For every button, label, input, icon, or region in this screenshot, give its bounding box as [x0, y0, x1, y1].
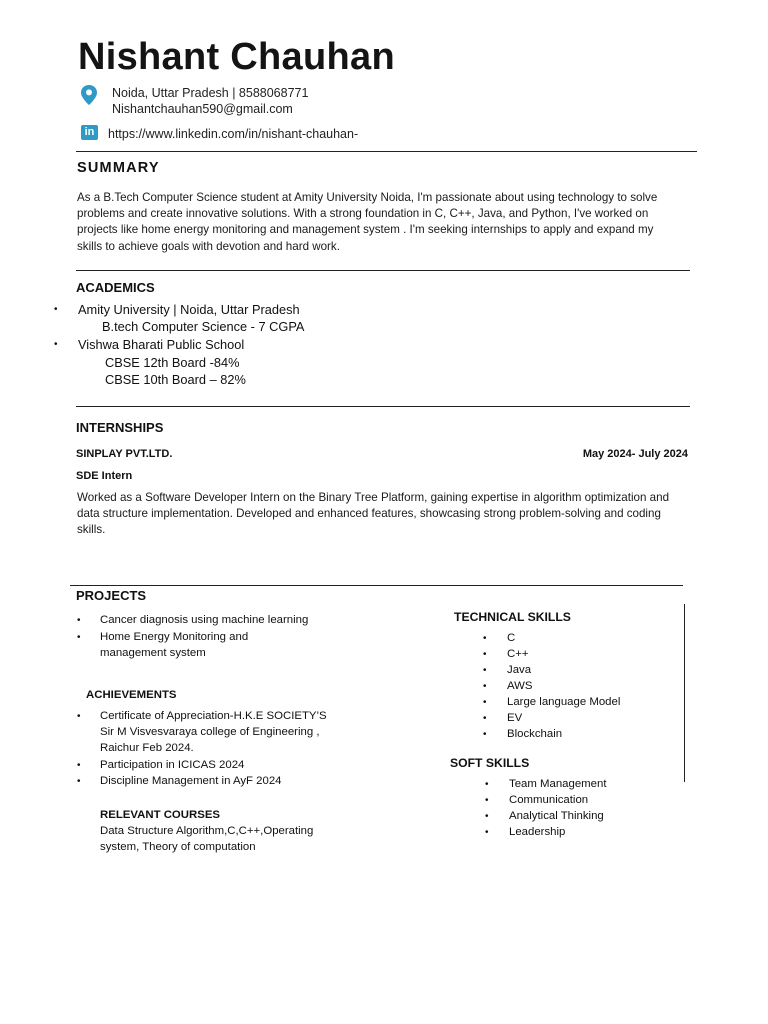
location-pin-icon	[80, 84, 98, 106]
bullet: •	[483, 665, 487, 676]
courses-line: Data Structure Algorithm,C,C++,Operating	[100, 825, 314, 837]
project-item: Cancer diagnosis using machine learning	[100, 614, 309, 626]
achievement-item-cont: Sir M Visvesvaraya college of Engineering ,	[100, 726, 320, 738]
bullet: •	[483, 729, 487, 740]
technical-skills-title: TECHNICAL SKILLS	[454, 610, 571, 624]
bullet: •	[77, 615, 81, 626]
internship-line: skills.	[77, 523, 106, 537]
achievement-item: Discipline Management in AyF 2024	[100, 775, 282, 787]
bullet: •	[483, 681, 487, 692]
project-item-cont: management system	[100, 647, 206, 659]
bullet: •	[54, 339, 58, 350]
technical-skill-item: C	[507, 632, 516, 644]
achievement-item-cont: Raichur Feb 2024.	[100, 742, 194, 754]
internships-title: INTERNSHIPS	[76, 420, 164, 435]
academics-school: Amity University | Noida, Uttar Pradesh	[78, 302, 300, 317]
project-item: Home Energy Monitoring and	[100, 631, 249, 643]
academics-title: ACADEMICS	[76, 280, 155, 295]
academics-detail: CBSE 10th Board – 82%	[105, 372, 246, 387]
technical-skill-item: Large language Model	[507, 696, 621, 708]
soft-skill-item: Leadership	[509, 826, 566, 838]
bullet: •	[483, 697, 487, 708]
internship-description	[77, 490, 697, 539]
courses-title: RELEVANT COURSES	[100, 809, 221, 821]
bullet: •	[54, 304, 58, 315]
summary-title: SUMMARY	[77, 160, 160, 176]
bullet: •	[77, 711, 81, 722]
courses-line: system, Theory of computation	[100, 841, 256, 853]
academics-school: Vishwa Bharati Public School	[78, 337, 245, 352]
soft-skill-item: Team Management	[509, 778, 607, 790]
achievement-item: Participation in ICICAS 2024	[100, 759, 245, 771]
summary-line: projects like home energy monitoring and management system . I'm seeking internships to apply and expand my	[77, 223, 654, 237]
technical-skill-item: Java	[507, 664, 532, 676]
technical-skill-item: AWS	[507, 680, 533, 692]
internship-role: SDE Intern	[76, 470, 133, 482]
bullet: •	[77, 760, 81, 771]
technical-skill-item: C++	[507, 648, 529, 660]
bullet: •	[77, 776, 81, 787]
bullet: •	[483, 713, 487, 724]
summary-text	[77, 190, 697, 255]
soft-skill-item: Analytical Thinking	[509, 810, 604, 822]
bullet: •	[483, 633, 487, 644]
skills-column-divider	[684, 604, 685, 782]
bullet: •	[485, 827, 489, 838]
internship-dates: May 2024- July 2024	[582, 448, 688, 460]
bullet: •	[485, 779, 489, 790]
soft-skill-item: Communication	[509, 794, 589, 806]
achievements-title: ACHIEVEMENTS	[86, 689, 177, 701]
summary-line: skills to achieve goals with devotion and hard work.	[77, 239, 340, 253]
email-address[interactable]: Nishantchauhan590@gmail.com	[112, 102, 293, 116]
summary-line: problems and create innovative solutions. With a strong foundation in C, C++, Java, and Python, I've worked on	[77, 207, 649, 221]
candidate-name: Nishant Chauhan	[78, 36, 395, 78]
bullet: •	[485, 811, 489, 822]
academics-divider	[76, 406, 690, 407]
academics-detail: CBSE 12th Board -84%	[105, 355, 240, 370]
achievement-item: Certificate of Appreciation-H.K.E SOCIETY’S	[100, 710, 327, 722]
internship-company: SINPLAY PVT.LTD.	[76, 448, 173, 460]
bullet: •	[485, 795, 489, 806]
technical-skill-item: Blockchain	[507, 728, 563, 740]
internships-divider	[70, 585, 683, 586]
academics-detail: B.tech Computer Science - 7 CGPA	[102, 319, 305, 334]
internship-line: Worked as a Software Developer Intern on the Binary Tree Platform, gaining expertise in algorithm optimization and	[77, 491, 670, 504]
linkedin-url[interactable]: https://www.linkedin.com/in/nishant-chauhan-	[108, 127, 359, 141]
soft-skills-title: SOFT SKILLS	[450, 756, 530, 770]
location-phone: Noida, Uttar Pradesh | 8588068771	[112, 86, 309, 100]
linkedin-icon[interactable]: in	[81, 125, 98, 140]
header-divider	[76, 151, 697, 152]
summary-line: As a B.Tech Computer Science student at Amity University Noida, I'm passionate about using technology to solve	[77, 191, 658, 204]
internship-line: data structure implementation. Developed and enhanced features, showcasing strong problem-solving and coding	[77, 507, 661, 521]
bullet: •	[77, 632, 81, 643]
projects-title: PROJECTS	[76, 588, 147, 603]
bullet: •	[483, 649, 487, 660]
summary-divider	[76, 270, 690, 271]
technical-skill-item: EV	[507, 712, 523, 724]
